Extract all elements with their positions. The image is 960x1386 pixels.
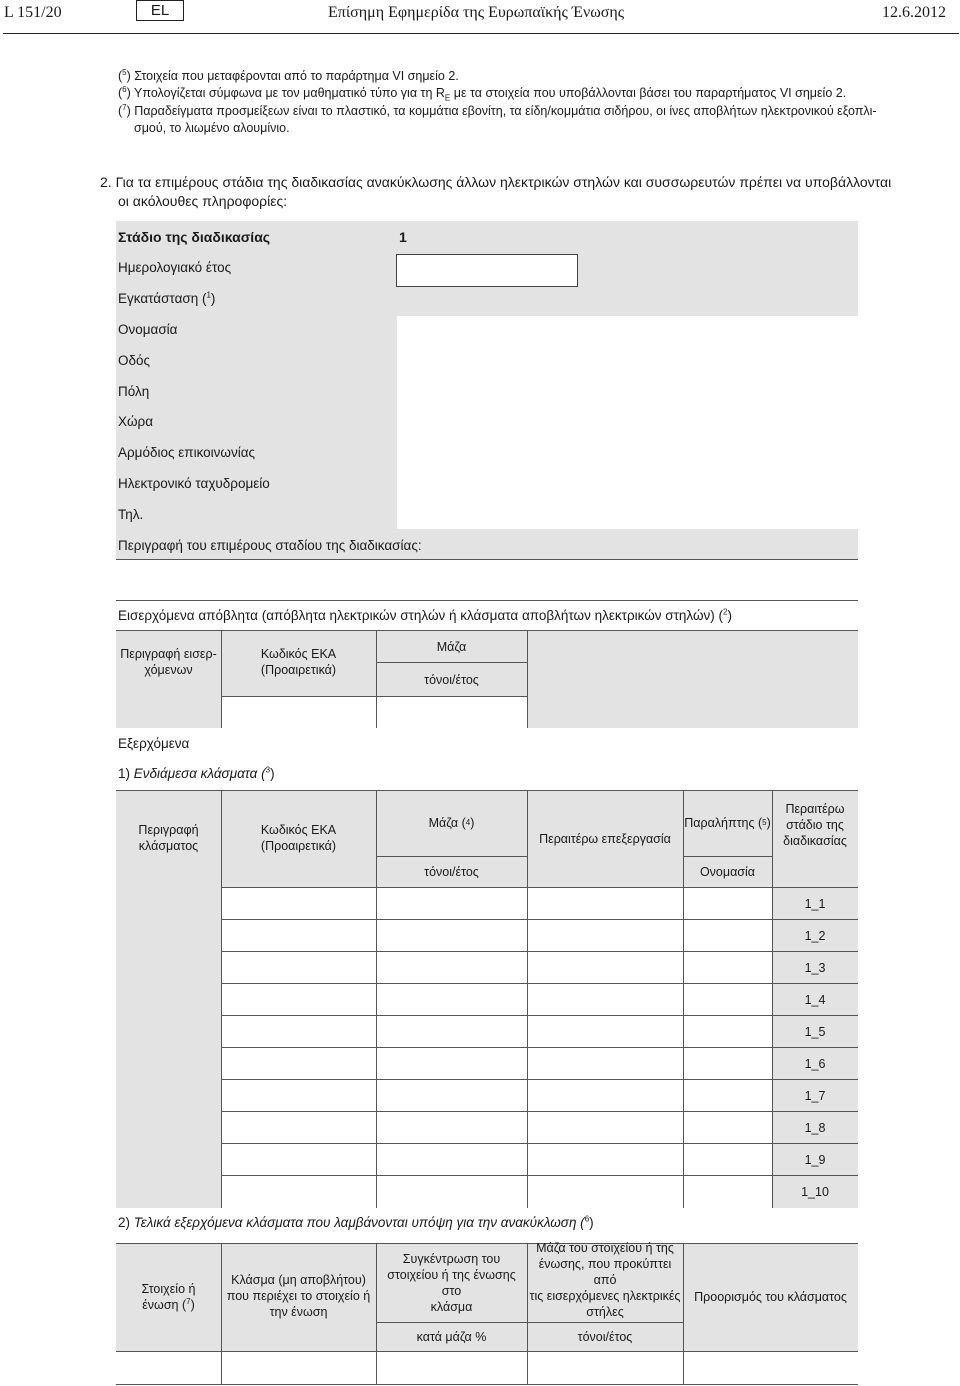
table-line xyxy=(116,630,858,631)
final-table-entry-row[interactable] xyxy=(116,1351,858,1384)
stage-row-label: 1_3 xyxy=(804,960,826,975)
table-line xyxy=(683,790,684,1208)
street-label: Οδός xyxy=(118,353,151,368)
input-col-mass-unit: τόνοι/έτος xyxy=(424,673,479,687)
final-col-mass-unit: τόνοι/έτος xyxy=(577,1330,633,1344)
table-line xyxy=(527,630,528,728)
publication-date: 12.6.2012 xyxy=(882,4,946,21)
journal-title: Επίσημη Εφημερίδα της Ευρωπαϊκής Ένωσης xyxy=(328,4,625,21)
final-col-element: Στοιχείο ή ένωση ($^7$) xyxy=(141,1282,196,1312)
final-col-mass: Μάζα του στοιχείου ή της ένωσης, που προκύπτει από τις εισερχόμενες ηλεκτρικές στήλες xyxy=(529,1241,681,1319)
final-col-concentration-unit: κατά μάζα % xyxy=(416,1330,487,1344)
name-label: Ονομασία xyxy=(118,322,178,337)
header-rule xyxy=(3,33,959,34)
table-line xyxy=(683,856,772,857)
footnote-7-continued: σμού, το λιωμένο αλουμίνιο. xyxy=(134,121,290,135)
installation-label: Εγκατάσταση ($^1$) xyxy=(118,290,216,306)
table-line xyxy=(376,662,527,663)
final-col-fraction: Κλάσμα (μη αποβλήτου) που περιέχει το στοιχείο ή την ένωση xyxy=(226,1273,371,1319)
table-line xyxy=(116,1384,858,1385)
contact-label: Αρμόδιος επικοινωνίας xyxy=(118,445,256,460)
form-divider xyxy=(116,600,858,601)
form-divider xyxy=(116,559,858,560)
description-field[interactable] xyxy=(116,560,858,600)
stage-row-label: 1_2 xyxy=(804,928,826,943)
stage-row-label: 1_4 xyxy=(804,992,826,1007)
intermediate-fractions-title: 1) Ενδιάμεσα κλάσματα ($^3$) xyxy=(118,765,275,781)
table-line xyxy=(116,1243,858,1244)
intermediate-col-receiver: Παραλήπτης ( 5 ) xyxy=(684,816,771,830)
language-code: EL xyxy=(136,0,184,21)
footnote-6: ($^6$) Υπολογίζεται σύμφωνα με τον μαθηματικό τύπο για τη $R_E$ με τα στοιχεία που υποβάλλονται βάσει του παραρτήματος VI σημείο 2. xyxy=(118,84,847,103)
table-line xyxy=(221,1111,858,1112)
table-line xyxy=(376,856,527,857)
table-line xyxy=(221,696,527,697)
description-label: Περιγραφή του επιμέρους σταδίου της διαδικασίας: xyxy=(118,538,422,553)
table-line xyxy=(221,1175,858,1176)
stage-row-label: 1_10 xyxy=(801,1184,829,1199)
intermediate-col-description: Περιγραφή κλάσματος xyxy=(138,823,199,853)
table-line xyxy=(221,1047,858,1048)
table-line xyxy=(116,1351,858,1352)
intermediate-table-entry-area[interactable] xyxy=(221,888,772,1208)
table-line xyxy=(221,1143,858,1144)
stage-row-label: 1_5 xyxy=(804,1024,826,1039)
intro-paragraph-cont: οι ακόλουθες πληροφορίες: xyxy=(118,193,288,209)
footnote-5: ($^5$) Στοιχεία που μεταφέρονται από το παράρτημα VI σημείο 2. xyxy=(118,67,459,83)
calendar-year-field[interactable] xyxy=(396,254,578,287)
table-line xyxy=(527,790,528,1208)
intermediate-col-further-processing: Περαιτέρω επεξεργασία xyxy=(539,832,671,846)
table-line xyxy=(683,1243,684,1384)
input-col-ewc-code: Κωδικός ΕΚΑ (Προαιρετικά) xyxy=(260,647,337,677)
intro-paragraph: 2. Για τα επιμέρους στάδια της διαδικασίας ανακύκλωσης άλλων ηλεκτρικών στηλών και συσσωρευτών πρέπει να υποβάλλονται xyxy=(100,174,892,190)
stage-number: 1 xyxy=(399,229,407,245)
final-col-destination: Προορισμός του κλάσματος xyxy=(694,1290,847,1304)
email-label: Ηλεκτρονικό ταχυδρομείο xyxy=(118,476,270,491)
table-line xyxy=(221,1015,858,1016)
intermediate-col-next-stage: Περαιτέρω στάδιο της διαδικασίας xyxy=(783,802,847,848)
installation-details-field[interactable] xyxy=(397,316,858,529)
table-line xyxy=(376,790,377,1208)
footnote-7: ($^7$) Παραδείγματα προσμείξεων είναι το πλαστικό, τα κομμάτια εβονίτη, τα είδη/κομμάτια σιδήρου, οι ίνες αποβλήτων ηλεκτρονικού εξοπλι- xyxy=(118,102,877,118)
input-col-description: Περιγραφή εισερ- χόμενων xyxy=(120,647,217,677)
input-table-entry-row[interactable] xyxy=(221,697,527,728)
table-line xyxy=(376,1322,683,1323)
intermediate-col-ewc-code: Κωδικός ΕΚΑ (Προαιρετικά) xyxy=(260,823,337,853)
intermediate-col-mass: Μάζα ( 4 ) xyxy=(428,816,475,830)
table-line xyxy=(221,919,858,920)
intermediate-col-receiver-name: Ονομασία xyxy=(699,865,756,879)
country-label: Χώρα xyxy=(118,414,154,429)
input-section-title: Εισερχόμενα απόβλητα (απόβλητα ηλεκτρικών στηλών ή κλάσματα αποβλήτων ηλεκτρικών στηλών) ($^2$) xyxy=(118,607,732,623)
calendar-year-label: Ημερολογιακό έτος xyxy=(118,260,232,275)
table-line xyxy=(221,887,858,888)
table-line xyxy=(221,1079,858,1080)
phone-label: Τηλ. xyxy=(118,507,144,522)
page-reference: L 151/20 xyxy=(4,4,62,21)
stage-row-label: 1_8 xyxy=(804,1120,826,1135)
table-line xyxy=(116,790,858,791)
stage-label: Στάδιο της διαδικασίας xyxy=(118,229,271,245)
city-label: Πόλη xyxy=(118,384,150,399)
intermediate-col-mass-unit: τόνοι/έτος xyxy=(424,865,479,879)
output-section-title: Εξερχόμενα xyxy=(118,736,190,751)
final-col-concentration: Συγκέντρωση του στοιχείου ή της ένωσης στο κλάσμα xyxy=(387,1252,516,1314)
stage-row-label: 1_6 xyxy=(804,1056,826,1071)
final-fractions-title: 2) Τελικά εξερχόμενα κλάσματα που λαμβάνονται υπόψη για την ανακύκλωση ($^6$) xyxy=(118,1214,594,1230)
stage-row-label: 1_9 xyxy=(804,1152,826,1167)
stage-row-label: 1_7 xyxy=(804,1088,826,1103)
stage-row-label: 1_1 xyxy=(804,896,826,911)
table-line xyxy=(221,983,858,984)
input-col-mass: Μάζα xyxy=(436,640,467,654)
table-line xyxy=(221,951,858,952)
